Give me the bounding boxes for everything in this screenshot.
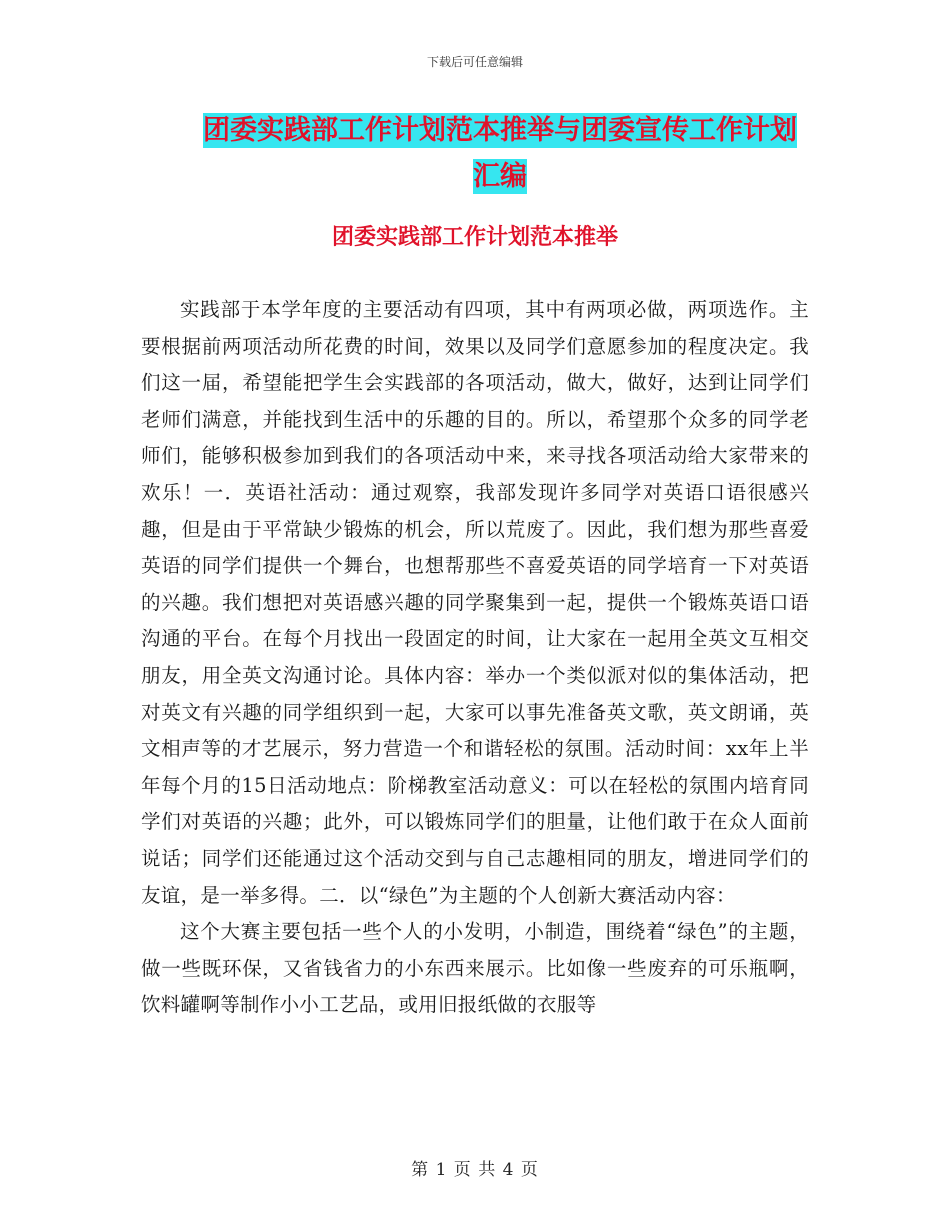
section-title: 团委实践部工作计划范本推举 (331, 225, 618, 250)
header-note: 下载后可任意编辑 (426, 55, 523, 69)
page-number-footer: 第 1 页 共 4 页 (411, 1160, 539, 1180)
document-body (141, 292, 809, 1024)
document-title-text: 团委实践部工作计划范本推举与团委宣传工作计划汇编 (203, 115, 797, 192)
document-title (195, 108, 805, 200)
body-paragraph-1: 实践部于本学年度的主要活动有四项，其中有两项必做，两项选作。主要根据前两项活动所花费的时间，效果以及同学们意愿参加的程度决定。我们这一届，希望能把学生会实践部的各项活动，做大，做好，达到让同学们老师们满意，并能找到生活中的乐趣的目的。所以，希望那个众多的同学老师们，能够积极参加到我们的各项活动中来，来寻找各项活动给大家带来的欢乐！一．英语社活动：通过观察，我部发现许多同学对英语口语很感兴趣，但是由于平常缺少锻炼的机会，所以荒废了。因此，我们想为那些喜爱英语的同学们提供一个舞台，也想帮那些不喜爱英语的同学培育一下对英语的兴趣。我们想把对英语感兴趣的同学聚集到一起，提供一个锻炼英语口语沟通的平台。在每个月找出一段固定的时间，让大家在一起用全英文互相交朋友，用全英文沟通讨论。具体内容：举办一个类似派对似的集体活动，把对英文有兴趣的同学组织到一起，大家可以事先准备英文歌，英文朗诵，英文相声等的才艺展示，努力营造一个和谐轻松的氛围。活动时间：xx年上半年每个月的15日活动地点：阶梯教室活动意义：可以在轻松的氛围内培育同学们对英语的兴趣；此外，可以锻炼同学们的胆量，让他们敢于在众人面前说话；同学们还能通过这个活动交到与自己志趣相同的朋友，增进同学们的友谊，是一举多得。二．以“绿色”为主题的个人创新大赛活动内容： (141, 298, 809, 907)
body-paragraph-2: 这个大赛主要包括一些个人的小发明，小制造，围绕着“绿色”的主题，做一些既环保，又省钱省力的小东西来展示。比如像一些废弃的可乐瓶啊，饮料罐啊等制作小小工艺品，或用旧报纸做的衣服等 (141, 920, 809, 1017)
